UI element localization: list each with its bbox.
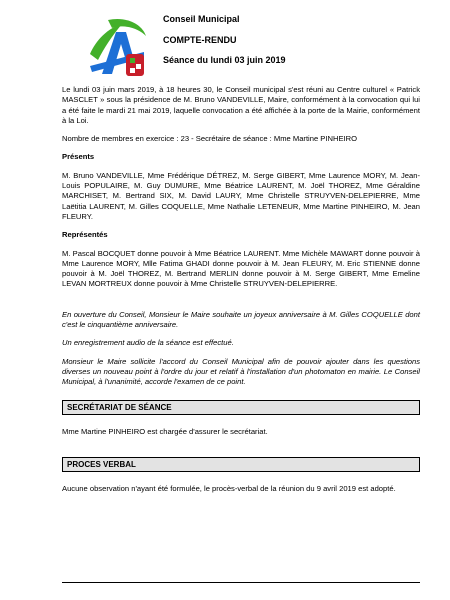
present-list: M. Bruno VANDEVILLE, Mme Frédérique DÉTREZ, M. Serge GIBERT, Mme Laurence MORY, M. Jean-Louis POPULAIRE, M. Guy DUMURE, Mme Béatrice LAURENT, M. Joël THOREZ, Mme Géraldine MARCHISET, M. Bertrand SIX, M. David LAURY, Mme Christelle STRUYVEN-DELEPIERRE, Mme Laëtitia LAURENT, M. Gilles COQUELLE, Mme Nathalie LETENEUR, Mme Martine PINHEIRO, M. Jean FLEURY.: [62, 170, 420, 221]
session-date: Séance du lundi 03 juin 2019: [163, 55, 286, 65]
members-line: Nombre de membres en exercice : 23 - Secrétaire de séance : Mme Martine PINHEIRO: [62, 134, 358, 144]
document-header: [163, 14, 433, 65]
represented-heading: Représentés: [62, 230, 108, 240]
section-pv-text: Aucune observation n'ayant été formulée, le procès-verbal de la réunion du 9 avril 2019 est adopté.: [62, 483, 396, 493]
agenda-note: Monsieur le Maire sollicite l'accord du Conseil Municipal afin de pouvoir ajouter dans les questions diverses un nouveau point à l'ordre du jour et relatif à l'installation d'un photomaton en mairie. Le Conseil Municipal, à l'unanimité, accorde l'examen de ce point.: [62, 356, 420, 387]
intro-paragraph: Le lundi 03 juin mars 2019, à 18 heures 30, le Conseil municipal s'est réuni au Centre culturel « Patrick MASCLET » sous la présidence de M. Bruno VANDEVILLE, Maire, conformément à la convocation qui lui a été faite le mardi 21 mai 2019, laquelle convocation a été affichée à la porte de la Mairie, conformément à la Loi.: [62, 85, 420, 125]
document-body: [62, 85, 420, 494]
birthday-note: En ouverture du Conseil, Monsieur le Maire souhaite un joyeux anniversaire à M. Gilles COQUELLE dont c'est le cinquantième anniversaire.: [62, 309, 420, 330]
present-heading: Présents: [62, 152, 95, 162]
recording-note: Un enregistrement audio de la séance est effectué.: [62, 338, 234, 348]
footer-divider: [62, 582, 420, 583]
organization-name: Conseil Municipal: [163, 14, 240, 24]
section-secretariat-heading: SECRÉTARIAT DE SÉANCE: [62, 400, 420, 415]
section-secretariat-text: Mme Martine PINHEIRO est chargée d'assurer le secrétariat.: [62, 426, 268, 436]
document-type: COMPTE-RENDU: [163, 35, 237, 45]
town-logo: [82, 14, 150, 82]
represented-list: M. Pascal BOCQUET donne pouvoir à Mme Béatrice LAURENT. Mme Michèle MAWART donne pouvoir à Mme Laurence MORY, Mlle Fatima GHADI donne pouvoir à M. Jean FLEURY, M. Eric STIENNE donne pouvoir à M. Joël THOREZ, M. Bertrand MERLIN donne pouvoir à M. Serge GIBERT, Mme Emeline LEVAN MORTREUX donne pouvoir à Mme Christelle STRUYVEN-DELEPIERRE.: [62, 248, 420, 289]
section-pv-heading: PROCES VERBAL: [62, 457, 420, 472]
